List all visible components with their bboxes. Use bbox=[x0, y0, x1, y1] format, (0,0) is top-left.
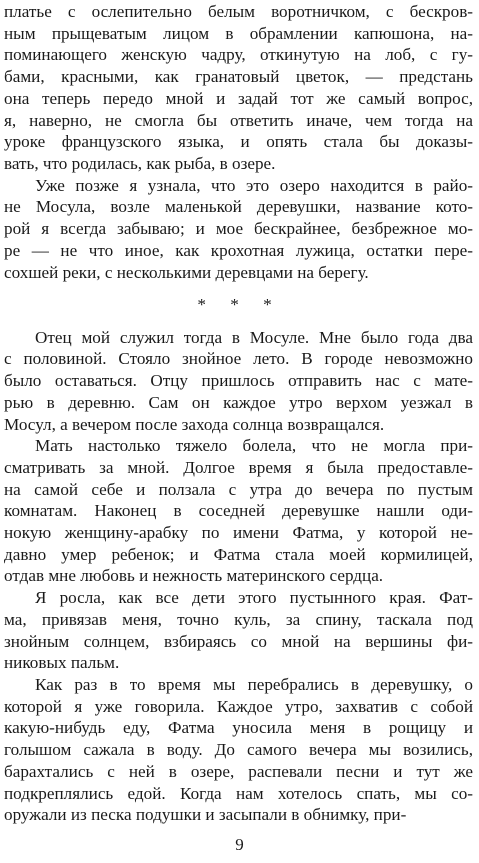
text-line: подкреплялись едой. Когда нам хотелось спать, мы со- bbox=[4, 783, 473, 803]
text-line: рой я всегда забываю; и мое бескрайнее, безбрежное мо- bbox=[4, 219, 473, 239]
text-line: ре — не что иное, как крохотная лужица, остатки пере- bbox=[4, 240, 473, 260]
text-line: уроке французского языка, и опять стала бы доказы- bbox=[4, 132, 473, 152]
text-line: какую-нибудь еду, Фатма уносила меня в рощицу и bbox=[4, 718, 473, 738]
text-line: сматривать за мной. Долгое время я была предоставле- bbox=[4, 457, 473, 477]
text-line: Мать настолько тяжело болела, что не могла при- bbox=[35, 436, 473, 456]
text-line: не Мосула, возле маленькой деревушки, название кото- bbox=[4, 197, 473, 217]
text-line: никовых пальм. bbox=[4, 653, 120, 673]
text-line: комнатам. Наконец в соседней деревушке нашли оди- bbox=[4, 501, 473, 521]
text-line: знойным солнцем, взбираясь со мной на вершины фи- bbox=[4, 631, 473, 651]
text-line: которой я уже говорила. Каждое утро, захватив с собой bbox=[4, 696, 473, 716]
text-line: Уже позже я узнала, что это озеро находится в райо- bbox=[35, 175, 473, 195]
text-line: с половиной. Стояло знойное лето. В городе невозможно bbox=[4, 349, 473, 369]
text-line: Мосул, а вечером после захода солнца возвращался. bbox=[4, 414, 385, 434]
text-line: голышом сажала в воду. До самого вечера мы возились, bbox=[4, 740, 473, 760]
text-line: поминающего женскую чадру, откинутую на лоб, с гу- bbox=[4, 45, 473, 65]
text-line: барахтались с ней в озере, распевали песни и тут же bbox=[4, 761, 473, 781]
page-number: 9 bbox=[235, 835, 244, 854]
text-line: оружали из песка подушки и засыпали в обнимку, при- bbox=[4, 805, 407, 825]
text-line: она теперь передо мной и задай тот же самый вопрос, bbox=[4, 88, 473, 108]
text-line: ма, привязав меня, точно куль, за спину, таскала под bbox=[4, 609, 473, 629]
text-line: рью в деревню. Сам он каждое утро верхом уезжал в bbox=[4, 392, 473, 412]
section-separator: * * * bbox=[197, 295, 282, 315]
text-line: Я росла, как все дети этого пустынного края. Фат- bbox=[35, 588, 473, 608]
text-line: на самой себе и ползала с утра до вечера по пустым bbox=[4, 479, 473, 499]
text-line: отдав мне любовь и нежность материнского сердца. bbox=[4, 566, 384, 586]
text-line: бами, красными, как гранатовый цветок, — предстань bbox=[4, 67, 473, 87]
text-line: сохшей реки, с несколькими деревцами на берегу. bbox=[4, 262, 369, 282]
text-line: давно умер ребенок; и Фатма стала моей кормилицей, bbox=[4, 544, 473, 564]
text-line: Отец мой служил тогда в Мосуле. Мне было года два bbox=[35, 327, 473, 347]
text-line: платье с ослепительно белым воротничком, с бескров- bbox=[4, 2, 473, 21]
text-line: нокую женщину-арабку по имени Фатма, у которой не- bbox=[4, 523, 473, 543]
text-line: ным прыщеватым лицом в обрамлении капюшона, на- bbox=[4, 23, 473, 43]
text-line: Как раз в то время мы перебрались в деревушку, о bbox=[35, 675, 473, 695]
text-line: я, наверно, не смогла бы ответить иначе, чем тогда на bbox=[4, 110, 473, 130]
text-line: вать, что родилась, как рыба, в озере. bbox=[4, 153, 276, 173]
text-line: было оставаться. Отцу пришлось отправить нас с мате- bbox=[4, 371, 473, 391]
